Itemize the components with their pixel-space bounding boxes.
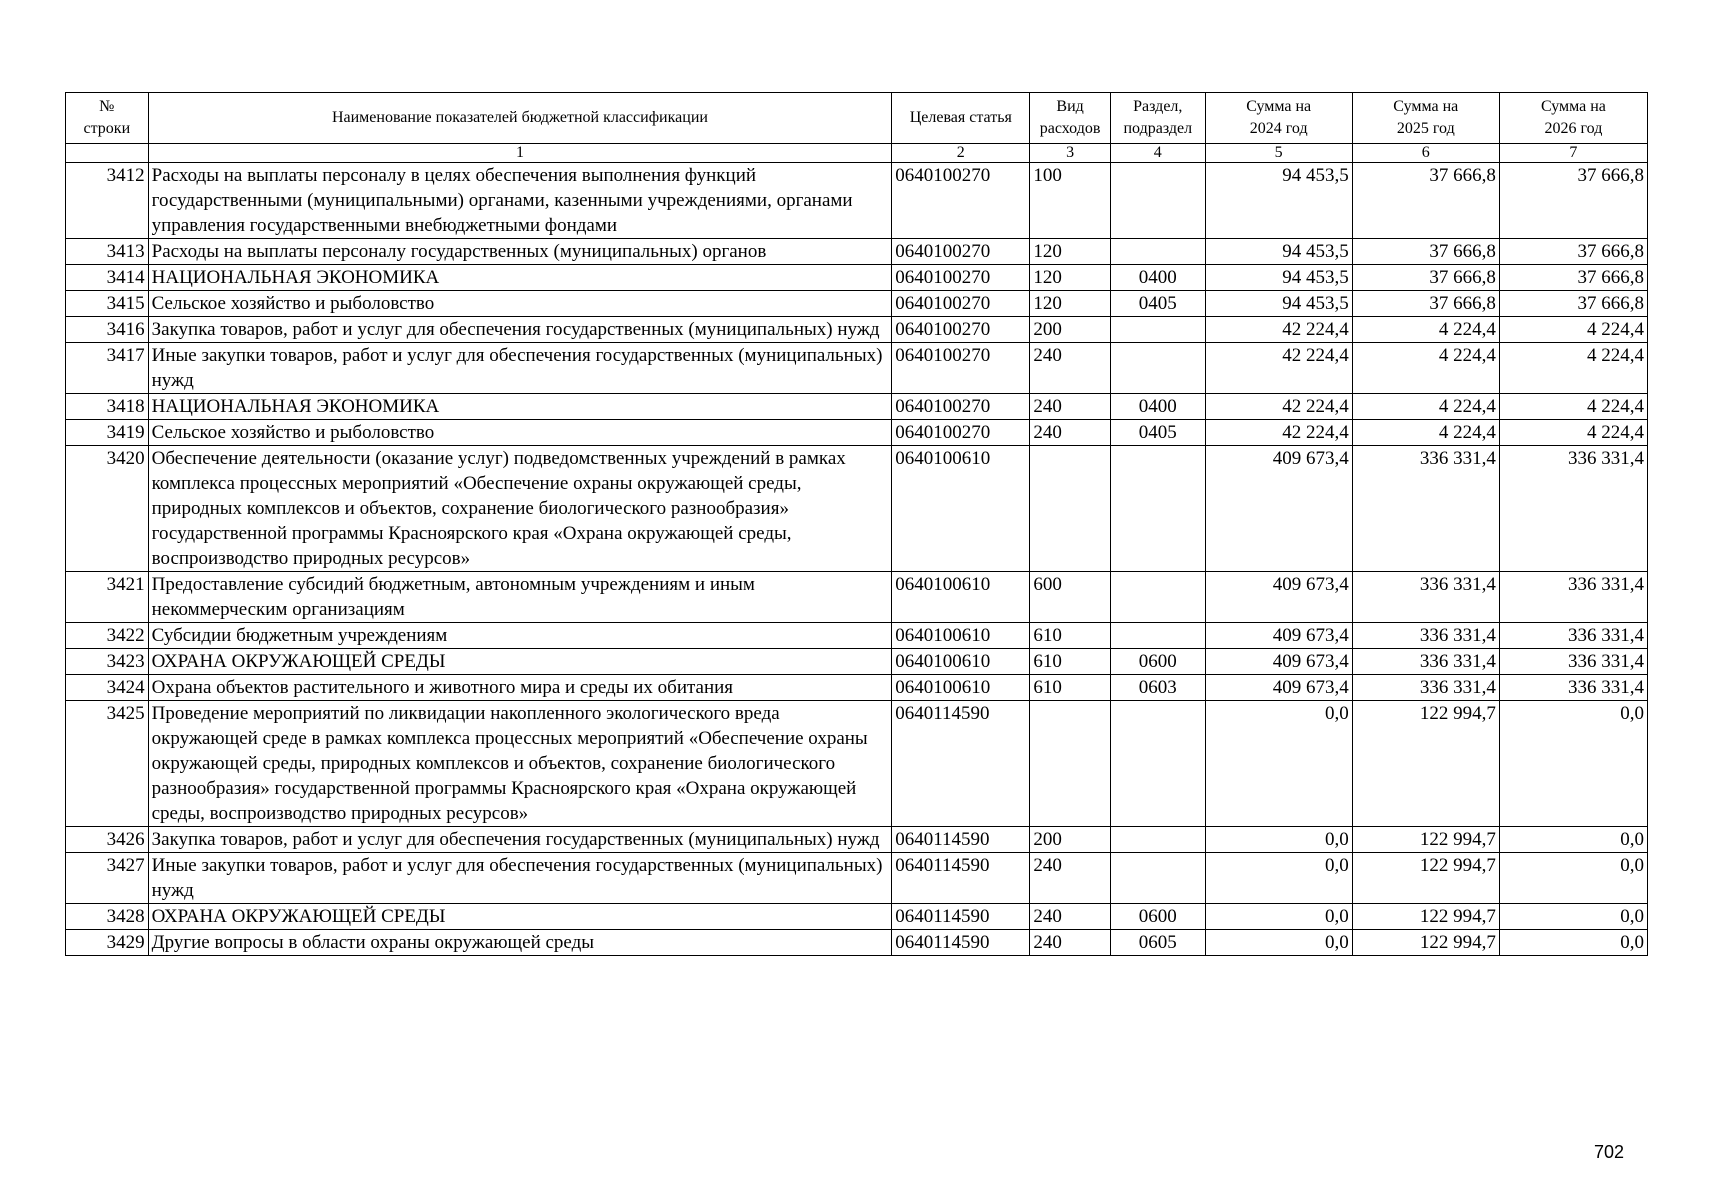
section-cell: 0400 xyxy=(1110,265,1205,291)
target-cell: 0640100270 xyxy=(892,163,1030,239)
sum-2024-cell: 42 224,4 xyxy=(1205,343,1352,394)
name-cell: Сельское хозяйство и рыболовство xyxy=(148,291,892,317)
header-sum-2026 xyxy=(1499,93,1647,144)
sum-2025-cell: 122 994,7 xyxy=(1352,827,1499,853)
sum-2026-cell: 0,0 xyxy=(1499,904,1647,930)
name-cell: Другие вопросы в области охраны окружающей среды xyxy=(148,930,892,956)
target-cell: 0640100610 xyxy=(892,649,1030,675)
table-row xyxy=(66,827,1648,853)
table-row xyxy=(66,649,1648,675)
table-row xyxy=(66,343,1648,394)
section-cell xyxy=(1110,343,1205,394)
row-number-cell: 3412 xyxy=(66,163,149,239)
sum-2026-cell: 336 331,4 xyxy=(1499,675,1647,701)
sum-2024-cell: 94 453,5 xyxy=(1205,265,1352,291)
section-cell xyxy=(1110,446,1205,572)
sum-2026-cell: 37 666,8 xyxy=(1499,265,1647,291)
column-number: 2 xyxy=(892,144,1030,163)
name-cell: Обеспечение деятельности (оказание услуг) подведомственных учреждений в рамках комплекса процессных мероприятий «Обеспечение охраны окружающей среды, природных комплексов и объектов, сохранение биологического разнообразия» государственной программы Красноярского края «Охрана окружающей среды, воспроизводство природных ресурсов» xyxy=(148,446,892,572)
header-sum-2025-l1: Сумма на xyxy=(1393,98,1459,115)
header-sum-2024-l1: Сумма на xyxy=(1246,98,1312,115)
expense-type-cell: 610 xyxy=(1030,649,1111,675)
row-number-cell: 3427 xyxy=(66,853,149,904)
column-number-row xyxy=(66,144,1648,163)
row-number-cell: 3417 xyxy=(66,343,149,394)
name-cell: НАЦИОНАЛЬНАЯ ЭКОНОМИКА xyxy=(148,265,892,291)
row-number-cell: 3424 xyxy=(66,675,149,701)
section-cell: 0600 xyxy=(1110,904,1205,930)
target-cell: 0640114590 xyxy=(892,701,1030,827)
header-sum-2025 xyxy=(1352,93,1499,144)
section-cell xyxy=(1110,827,1205,853)
sum-2024-cell: 0,0 xyxy=(1205,930,1352,956)
budget-table xyxy=(65,92,1648,956)
header-section-l1: Раздел, xyxy=(1133,98,1183,115)
expense-type-cell: 120 xyxy=(1030,239,1111,265)
section-cell xyxy=(1110,317,1205,343)
sum-2026-cell: 0,0 xyxy=(1499,827,1647,853)
target-cell: 0640100610 xyxy=(892,446,1030,572)
target-cell: 0640100270 xyxy=(892,291,1030,317)
sum-2024-cell: 0,0 xyxy=(1205,701,1352,827)
section-cell xyxy=(1110,572,1205,623)
table-row xyxy=(66,623,1648,649)
row-number-cell: 3413 xyxy=(66,239,149,265)
row-number-cell: 3428 xyxy=(66,904,149,930)
sum-2024-cell: 94 453,5 xyxy=(1205,163,1352,239)
table-row xyxy=(66,853,1648,904)
name-cell: Проведение мероприятий по ликвидации накопленного экологического вреда окружающей среде в рамках комплекса процессных мероприятий «Обеспечение охраны окружающей среды, природных комплексов и объектов, сохранение биологического разнообразия» государственной программы Красноярского края «Охрана окружающей среды, воспроизводство природных ресурсов» xyxy=(148,701,892,827)
sum-2025-cell: 37 666,8 xyxy=(1352,163,1499,239)
name-cell: Иные закупки товаров, работ и услуг для обеспечения государственных (муниципальных) нужд xyxy=(148,343,892,394)
table-body xyxy=(66,163,1648,956)
expense-type-cell: 120 xyxy=(1030,265,1111,291)
expense-type-cell: 240 xyxy=(1030,904,1111,930)
column-number: 7 xyxy=(1499,144,1647,163)
expense-type-cell xyxy=(1030,701,1111,827)
expense-type-cell: 120 xyxy=(1030,291,1111,317)
header-sum-2024 xyxy=(1205,93,1352,144)
name-cell: НАЦИОНАЛЬНАЯ ЭКОНОМИКА xyxy=(148,394,892,420)
table-row xyxy=(66,904,1648,930)
header-name: Наименование показателей бюджетной классификации xyxy=(148,93,892,144)
expense-type-cell: 200 xyxy=(1030,317,1111,343)
column-number: 6 xyxy=(1352,144,1499,163)
name-cell: Субсидии бюджетным учреждениям xyxy=(148,623,892,649)
table-row xyxy=(66,163,1648,239)
table-row xyxy=(66,317,1648,343)
sum-2026-cell: 0,0 xyxy=(1499,701,1647,827)
sum-2024-cell: 409 673,4 xyxy=(1205,649,1352,675)
sum-2026-cell: 4 224,4 xyxy=(1499,343,1647,394)
section-cell xyxy=(1110,239,1205,265)
column-number: 1 xyxy=(148,144,892,163)
table-row xyxy=(66,572,1648,623)
sum-2025-cell: 336 331,4 xyxy=(1352,649,1499,675)
row-number-cell: 3416 xyxy=(66,317,149,343)
sum-2024-cell: 94 453,5 xyxy=(1205,291,1352,317)
header-expense-type-l1: Вид xyxy=(1056,98,1084,115)
target-cell: 0640114590 xyxy=(892,853,1030,904)
sum-2025-cell: 37 666,8 xyxy=(1352,265,1499,291)
sum-2024-cell: 409 673,4 xyxy=(1205,572,1352,623)
header-target: Целевая статья xyxy=(892,93,1030,144)
header-expense-type xyxy=(1030,93,1111,144)
table-row xyxy=(66,420,1648,446)
section-cell: 0405 xyxy=(1110,291,1205,317)
table-row xyxy=(66,446,1648,572)
column-number: 4 xyxy=(1110,144,1205,163)
sum-2024-cell: 409 673,4 xyxy=(1205,446,1352,572)
target-cell: 0640114590 xyxy=(892,827,1030,853)
header-sum-2025-l2: 2025 год xyxy=(1396,120,1455,137)
header-row-number-l1: № xyxy=(99,98,115,115)
target-cell: 0640100270 xyxy=(892,317,1030,343)
header-section-l2: подраздел xyxy=(1123,120,1193,137)
name-cell: ОХРАНА ОКРУЖАЮЩЕЙ СРЕДЫ xyxy=(148,904,892,930)
row-number-cell: 3422 xyxy=(66,623,149,649)
target-cell: 0640114590 xyxy=(892,930,1030,956)
row-number-cell: 3425 xyxy=(66,701,149,827)
expense-type-cell: 240 xyxy=(1030,394,1111,420)
name-cell: Закупка товаров, работ и услуг для обеспечения государственных (муниципальных) нужд xyxy=(148,827,892,853)
section-cell xyxy=(1110,623,1205,649)
sum-2024-cell: 0,0 xyxy=(1205,904,1352,930)
header-sum-2026-l2: 2026 год xyxy=(1544,120,1603,137)
target-cell: 0640100270 xyxy=(892,343,1030,394)
header-row-number-l2: строки xyxy=(83,120,131,137)
sum-2026-cell: 37 666,8 xyxy=(1499,291,1647,317)
row-number-cell: 3429 xyxy=(66,930,149,956)
name-cell: Расходы на выплаты персоналу государственных (муниципальных) органов xyxy=(148,239,892,265)
target-cell: 0640100270 xyxy=(892,265,1030,291)
section-cell: 0400 xyxy=(1110,394,1205,420)
table-row xyxy=(66,239,1648,265)
expense-type-cell: 200 xyxy=(1030,827,1111,853)
sum-2025-cell: 122 994,7 xyxy=(1352,930,1499,956)
sum-2025-cell: 4 224,4 xyxy=(1352,420,1499,446)
sum-2026-cell: 37 666,8 xyxy=(1499,239,1647,265)
name-cell: Сельское хозяйство и рыболовство xyxy=(148,420,892,446)
expense-type-cell: 240 xyxy=(1030,930,1111,956)
sum-2024-cell: 42 224,4 xyxy=(1205,317,1352,343)
table-row xyxy=(66,394,1648,420)
sum-2024-cell: 42 224,4 xyxy=(1205,420,1352,446)
sum-2024-cell: 409 673,4 xyxy=(1205,623,1352,649)
expense-type-cell: 600 xyxy=(1030,572,1111,623)
column-number: 3 xyxy=(1030,144,1111,163)
row-number-cell: 3426 xyxy=(66,827,149,853)
section-cell: 0405 xyxy=(1110,420,1205,446)
sum-2026-cell: 0,0 xyxy=(1499,853,1647,904)
name-cell: ОХРАНА ОКРУЖАЮЩЕЙ СРЕДЫ xyxy=(148,649,892,675)
sum-2025-cell: 336 331,4 xyxy=(1352,572,1499,623)
header-expense-type-l2: расходов xyxy=(1039,120,1101,137)
sum-2025-cell: 37 666,8 xyxy=(1352,291,1499,317)
sum-2025-cell: 37 666,8 xyxy=(1352,239,1499,265)
expense-type-cell: 240 xyxy=(1030,343,1111,394)
target-cell: 0640100270 xyxy=(892,239,1030,265)
sum-2026-cell: 336 331,4 xyxy=(1499,623,1647,649)
sum-2025-cell: 4 224,4 xyxy=(1352,317,1499,343)
expense-type-cell: 240 xyxy=(1030,853,1111,904)
target-cell: 0640100270 xyxy=(892,394,1030,420)
table-row xyxy=(66,291,1648,317)
row-number-cell: 3418 xyxy=(66,394,149,420)
name-cell: Иные закупки товаров, работ и услуг для обеспечения государственных (муниципальных) нужд xyxy=(148,853,892,904)
sum-2024-cell: 42 224,4 xyxy=(1205,394,1352,420)
sum-2024-cell: 94 453,5 xyxy=(1205,239,1352,265)
expense-type-cell: 610 xyxy=(1030,623,1111,649)
sum-2026-cell: 336 331,4 xyxy=(1499,649,1647,675)
target-cell: 0640100610 xyxy=(892,623,1030,649)
name-cell: Закупка товаров, работ и услуг для обеспечения государственных (муниципальных) нужд xyxy=(148,317,892,343)
sum-2025-cell: 336 331,4 xyxy=(1352,623,1499,649)
sum-2025-cell: 122 994,7 xyxy=(1352,904,1499,930)
header-section xyxy=(1110,93,1205,144)
table-row xyxy=(66,930,1648,956)
sum-2026-cell: 4 224,4 xyxy=(1499,420,1647,446)
section-cell xyxy=(1110,163,1205,239)
sum-2025-cell: 122 994,7 xyxy=(1352,701,1499,827)
header-row-number xyxy=(66,93,149,144)
expense-type-cell xyxy=(1030,446,1111,572)
header-sum-2026-l1: Сумма на xyxy=(1540,98,1606,115)
sum-2026-cell: 336 331,4 xyxy=(1499,572,1647,623)
table-header xyxy=(66,93,1648,163)
row-number-cell: 3414 xyxy=(66,265,149,291)
row-number-cell: 3420 xyxy=(66,446,149,572)
sum-2026-cell: 4 224,4 xyxy=(1499,317,1647,343)
expense-type-cell: 610 xyxy=(1030,675,1111,701)
name-cell: Расходы на выплаты персоналу в целях обеспечения выполнения функций государственными (муниципальными) органами, казенными учреждениями, органами управления государственными внебюджетными фондами xyxy=(148,163,892,239)
row-number-cell: 3415 xyxy=(66,291,149,317)
header-row xyxy=(66,93,1648,144)
section-cell: 0605 xyxy=(1110,930,1205,956)
section-cell: 0600 xyxy=(1110,649,1205,675)
expense-type-cell: 100 xyxy=(1030,163,1111,239)
target-cell: 0640100610 xyxy=(892,675,1030,701)
target-cell: 0640114590 xyxy=(892,904,1030,930)
sum-2025-cell: 4 224,4 xyxy=(1352,394,1499,420)
column-number: 5 xyxy=(1205,144,1352,163)
sum-2024-cell: 409 673,4 xyxy=(1205,675,1352,701)
sum-2026-cell: 0,0 xyxy=(1499,930,1647,956)
row-number-cell: 3421 xyxy=(66,572,149,623)
sum-2026-cell: 4 224,4 xyxy=(1499,394,1647,420)
section-cell xyxy=(1110,853,1205,904)
sum-2025-cell: 336 331,4 xyxy=(1352,675,1499,701)
section-cell xyxy=(1110,701,1205,827)
header-sum-2024-l2: 2024 год xyxy=(1249,120,1308,137)
expense-type-cell: 240 xyxy=(1030,420,1111,446)
name-cell: Предоставление субсидий бюджетным, автономным учреждениям и иным некоммерческим организациям xyxy=(148,572,892,623)
table-row xyxy=(66,265,1648,291)
sum-2026-cell: 37 666,8 xyxy=(1499,163,1647,239)
target-cell: 0640100610 xyxy=(892,572,1030,623)
row-number-cell: 3423 xyxy=(66,649,149,675)
name-cell: Охрана объектов растительного и животного мира и среды их обитания xyxy=(148,675,892,701)
target-cell: 0640100270 xyxy=(892,420,1030,446)
row-number-cell: 3419 xyxy=(66,420,149,446)
section-cell: 0603 xyxy=(1110,675,1205,701)
column-number-blank xyxy=(66,144,149,163)
sum-2025-cell: 4 224,4 xyxy=(1352,343,1499,394)
table-row xyxy=(66,675,1648,701)
sum-2024-cell: 0,0 xyxy=(1205,853,1352,904)
sum-2024-cell: 0,0 xyxy=(1205,827,1352,853)
sum-2026-cell: 336 331,4 xyxy=(1499,446,1647,572)
page-number: 702 xyxy=(1594,1142,1625,1162)
table-row xyxy=(66,701,1648,827)
sum-2025-cell: 122 994,7 xyxy=(1352,853,1499,904)
sum-2025-cell: 336 331,4 xyxy=(1352,446,1499,572)
